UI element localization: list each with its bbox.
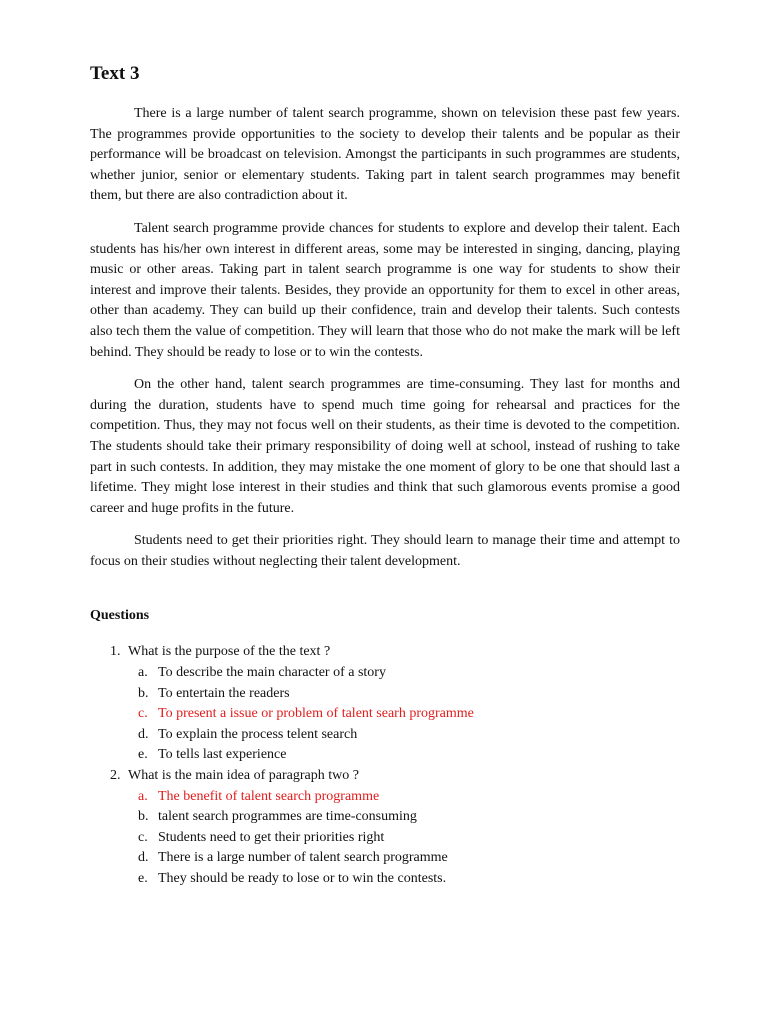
answer-option — [128, 725, 680, 746]
question-number: 1. — [110, 644, 121, 660]
option-text: talent search programmes are time-consuming — [158, 809, 417, 825]
option-letter: c. — [138, 706, 148, 722]
answer-option-highlighted — [128, 787, 680, 808]
paragraph-1: There is a large number of talent search programme, shown on television these past few years. The programmes provide opportunities to the society to develop their talents and be popular as their performance will be broadcast on television. Amongst the participants in such programmes are students, whether junior, senior or elementary students. Taking part in talent search programmes may benefit them, but there are also contradiction about it. — [90, 106, 680, 204]
option-text: They should be ready to lose or to win the contests. — [158, 871, 447, 886]
option-text: To present a issue or problem of talent searh programme — [158, 706, 474, 722]
paragraph-2: Talent search programme provide chances for students to explore and develop their talent. Each students has his/her own interest in different areas, some may be interested in singing, dancing, playing music or other areas. Taking part in talent search programme is one way for students to show their interest and improve their talents. Besides, they provide an opportunity for them to excel in other areas, other than academy. They can build up their confidence, train and develop their talents. Such contests also tech them the value of competition. They will learn that those who do not make the mark will be left behind. They should be ready to lose or to win the contests. — [90, 220, 680, 360]
paragraph-4: Students need to get their priorities right. They should learn to manage their time and attempt to focus on their studies without neglecting their talent development. — [90, 533, 680, 569]
answer-option — [128, 745, 680, 766]
option-letter: a. — [138, 788, 148, 804]
paragraph-3: On the other hand, talent search programmes are time-consuming. They last for months and during the duration, students have to spend much time going for rehearsal and practices for the competition. Thus, they may not focus well on their students, as their time is devoted to the competition. The students should take their primary responsibility of doing well at school, instead of rushing to take part in such contests. In addition, they may mistake the one moment of glory to be one that should last a lifetime. They might lose interest in their studies and think that such glamorous events promise a good career and huge profits in the future. — [90, 377, 680, 516]
answer-option-highlighted — [128, 704, 680, 725]
question-text: What is the main idea of paragraph two ? — [128, 768, 359, 784]
option-text: To entertain the readers — [158, 685, 290, 701]
option-text: To explain the process telent search — [158, 726, 358, 742]
question-2 — [90, 766, 680, 890]
question-number: 2. — [110, 768, 121, 784]
answer-option — [128, 848, 680, 869]
option-text: There is a large number of talent search programme — [158, 850, 448, 866]
answer-options — [128, 663, 680, 766]
answer-option — [128, 828, 680, 849]
answer-option — [128, 684, 680, 705]
question-text: What is the purpose of the the text ? — [128, 644, 331, 660]
answer-options — [128, 787, 680, 890]
document-title: Text 3 — [90, 63, 140, 84]
questions-heading: Questions — [90, 608, 150, 624]
option-text: The benefit of talent search programme — [158, 788, 380, 804]
option-text: Students need to get their priorities right — [158, 829, 385, 845]
option-letter: c. — [138, 829, 148, 845]
questions-list — [90, 642, 680, 889]
option-text: To describe the main character of a story — [158, 665, 386, 681]
option-letter: d. — [138, 850, 149, 866]
option-letter: a. — [138, 665, 148, 681]
option-letter: e. — [138, 747, 148, 763]
answer-option — [128, 869, 680, 890]
option-letter: e. — [138, 871, 148, 886]
option-letter: d. — [138, 726, 149, 742]
answer-option — [128, 663, 680, 684]
option-letter: b. — [138, 685, 149, 701]
option-letter: b. — [138, 809, 149, 825]
option-text: To tells last experience — [158, 747, 287, 763]
answer-option — [128, 807, 680, 828]
question-1 — [90, 642, 680, 766]
